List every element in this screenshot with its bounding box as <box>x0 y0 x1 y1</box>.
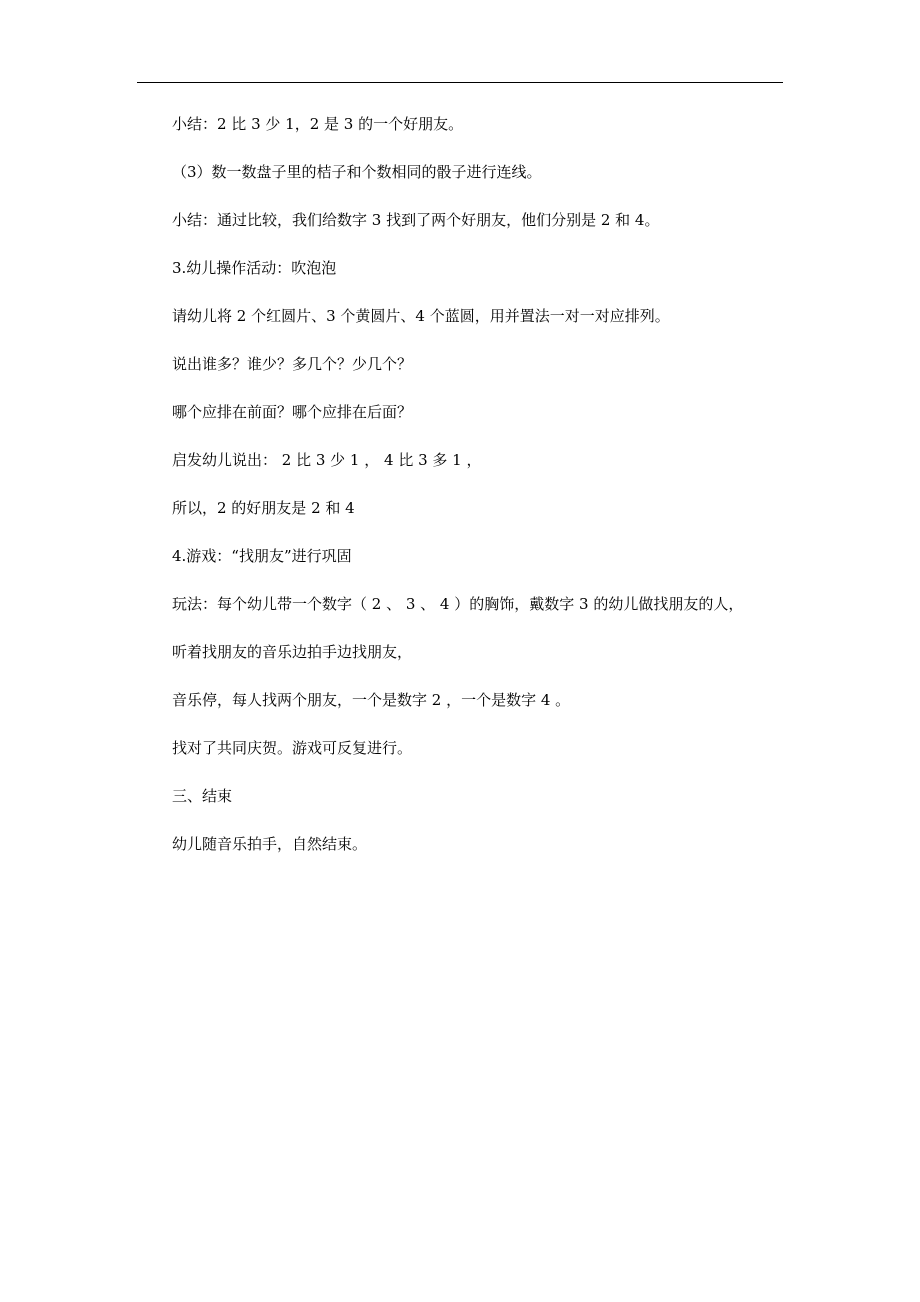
game-rule-line-1: 玩法：每个幼儿带一个数字（ 2 、 3 、 4 ）的胸饰，戴数字 3 的幼儿做找朋友的人， <box>172 595 744 613</box>
ending-line: 幼儿随音乐拍手，自然结束。 <box>172 835 368 853</box>
summary-line-2: 小结：通过比较，我们给数字 3 找到了两个好朋友，他们分别是 2 和 4。 <box>172 211 660 229</box>
section-heading-activity: 3.幼儿操作活动：吹泡泡 <box>172 259 337 277</box>
conclusion-line: 所以，2 的好朋友是 2 和 4 <box>172 499 355 517</box>
document-body <box>172 108 792 876</box>
question-line-2: 哪个应排在前面？哪个应排在后面？ <box>172 403 413 421</box>
summary-line-1: 小结：2 比 3 少 1，2 是 3 的一个好朋友。 <box>172 115 464 133</box>
question-line-1: 说出谁多？谁少？多几个？少几个？ <box>172 355 413 373</box>
header-rule <box>137 82 783 83</box>
game-rule-line-4: 找对了共同庆贺。游戏可反复进行。 <box>172 739 413 757</box>
game-rule-line-3: 音乐停，每人找两个朋友，一个是数字 2 ，一个是数字 4 。 <box>172 691 571 709</box>
game-rule-line-2: 听着找朋友的音乐边拍手边找朋友， <box>172 643 413 661</box>
guidance-line: 启发幼儿说出： 2 比 3 少 1 ， 4 比 3 多 1 ， <box>172 451 482 469</box>
section-heading-game: 4.游戏：“找朋友”进行巩固 <box>172 547 352 565</box>
step-3-line: （3）数一数盘子里的桔子和个数相同的骰子进行连线。 <box>172 163 542 181</box>
activity-instruction: 请幼儿将 2 个红圆片、3 个黄圆片、4 个蓝圆，用并置法一对一对应排列。 <box>172 307 670 325</box>
section-heading-end: 三、结束 <box>172 787 233 805</box>
